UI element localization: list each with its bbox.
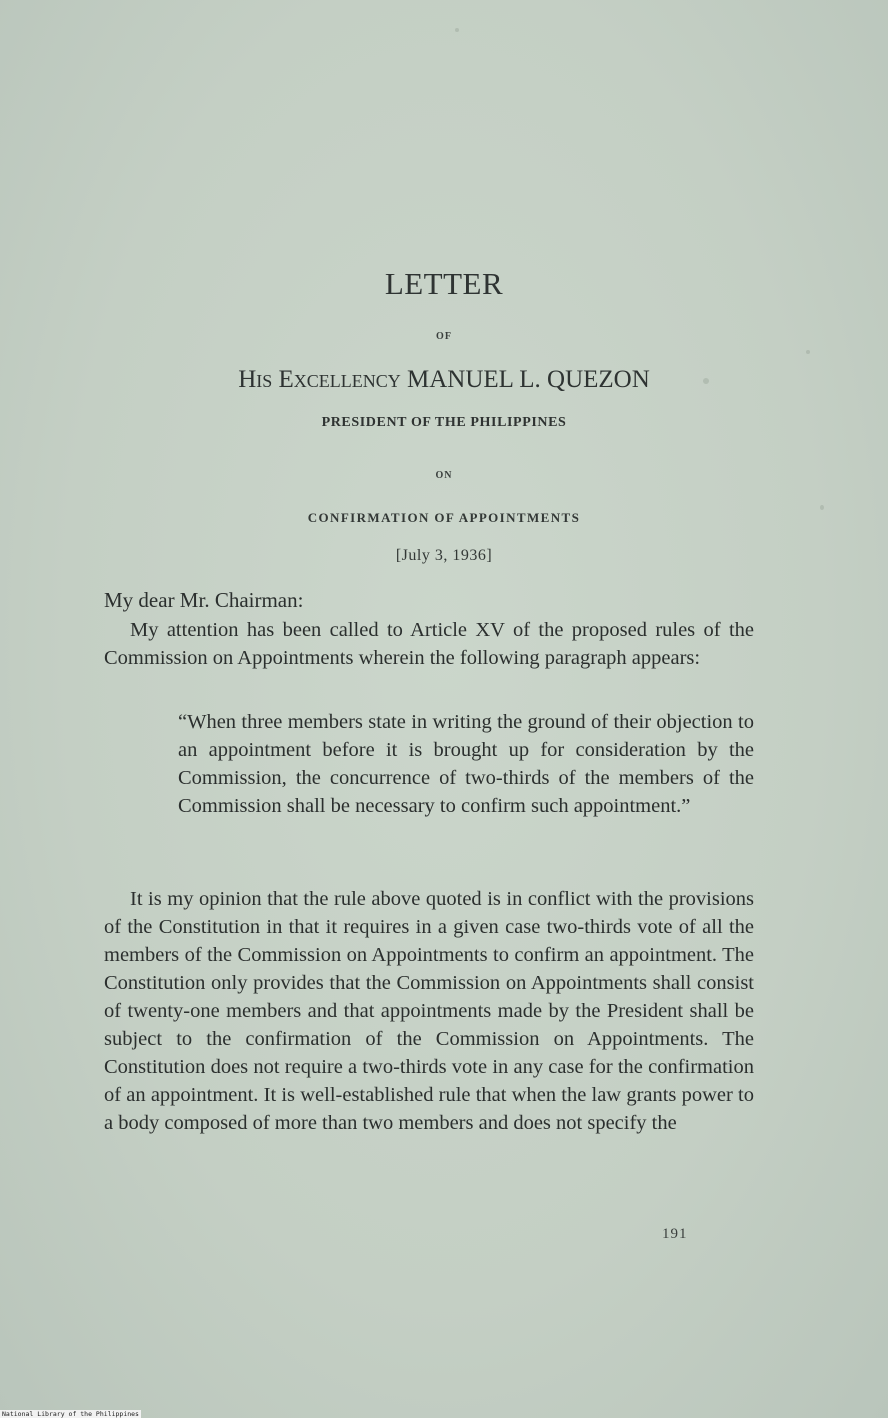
page-number: 191 bbox=[662, 1226, 688, 1242]
document-heading: LETTER bbox=[384, 266, 504, 301]
body-paragraph-1: My attention has been called to Article XV of the proposed rules of the Commission on Appointments wherein the following paragraph appears: bbox=[104, 619, 754, 669]
heading-on: ON bbox=[435, 470, 453, 481]
letter-date: [July 3, 1936] bbox=[395, 547, 493, 564]
heading-of: OF bbox=[436, 331, 452, 342]
quoted-rule: “When three members state in writing the ground of their objection to an appointment before it is brought up for consideration by the Commission, the concurrence of two-thirds of the members of the Commission shall be necessary to confirm such appointment.” bbox=[178, 711, 754, 817]
author-title: PRESIDENT OF THE PHILIPPINES bbox=[321, 415, 567, 430]
paper-spot bbox=[806, 350, 810, 354]
scan-credit-footer: National Library of the Philippines bbox=[2, 1410, 139, 1418]
author-name: His Excellency MANUEL L. QUEZON bbox=[238, 366, 650, 393]
salutation: My dear Mr. Chairman: bbox=[104, 588, 304, 612]
body-paragraph-2: It is my opinion that the rule above quoted is in conflict with the provisions of the Constitution in that it requires in a given case two-thirds vote of all the members of the Commission on Appointments to confirm an appointment. The Constitution only provides that the Commission on Appointments shall consist of twenty-one members and that appointments made by the President shall be subject to the confirmation of the Commission on Appointments. The Constitution does not require a two-thirds vote in any case for the confirmation of an appointment. It is well-established rule that when the law grants power to a body composed of more than two members and does not specify the bbox=[104, 888, 754, 1134]
paper-spot bbox=[455, 28, 459, 32]
letter-subject: CONFIRMATION OF APPOINTMENTS bbox=[307, 510, 581, 525]
